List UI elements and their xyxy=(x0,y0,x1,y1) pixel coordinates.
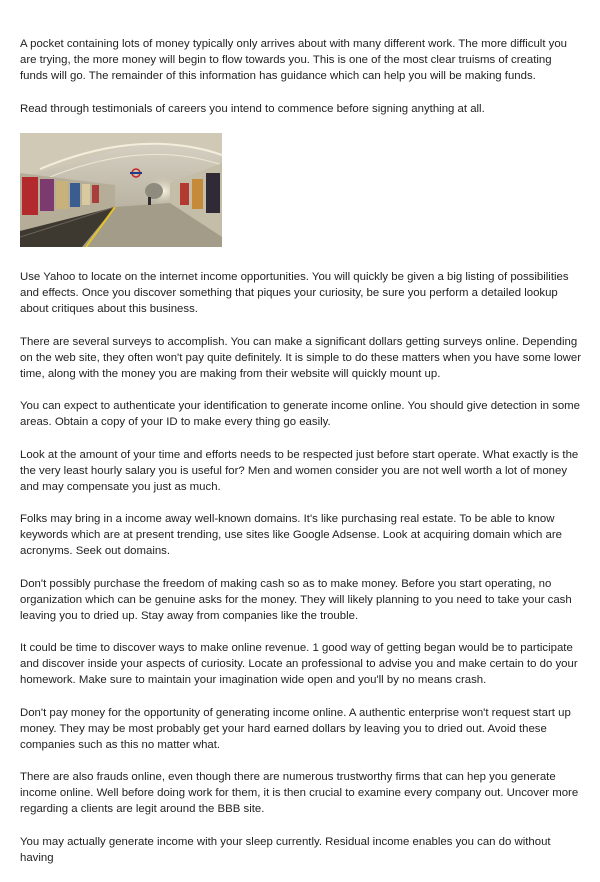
paragraph-3: Use Yahoo to locate on the internet income opportunities. You will quickly be given a big listing of possibilities and effects. Once you discover something that piques your curiosity, be sure you perform a detailed lookup about critiques about this business. xyxy=(20,271,569,315)
paragraph-6: Look at the amount of your time and efforts needs to be respected just before start operate. What exactly is the the very least hourly salary you is useful for? Men and women consider you are not well worth a lot of money and may compensate you just as much. xyxy=(20,448,579,493)
paragraph-10: Don't pay money for the opportunity of generating income online. A authentic enterprise won't request start up money. They may be most probably get your hard earned dollars by leaving you to dried out. Avoid these companies such as this no matter what. xyxy=(20,706,571,751)
paragraph-9: It could be time to discover ways to make online revenue. 1 good way of getting began would be to participate and discover inside your aspects of curiosity. Locate an professional to advise you and make certain to do your homework. Make sure to maintain your imagination wide open and you'll by no means crash. xyxy=(20,642,578,686)
paragraph-8: Don't possibly purchase the freedom of making cash so as to make money. Before you start operating, no organization which can be genuine asks for the money. They will likely planning to you need to take your cash leaving you to dried up. Stay away from companies like the trouble. xyxy=(20,577,572,622)
paragraph-2: Read through testimonials of careers you intend to commence before signing anything at all. xyxy=(20,102,485,115)
subway-station-photo xyxy=(20,133,222,247)
paragraph-12: You may actually generate income with your sleep currently. Residual income enables you can do without having xyxy=(20,835,551,864)
paragraph-11: There are also frauds online, even though there are numerous trustworthy firms that can hep you generate income online. Well before doing work for them, it is then crucial to examine every company out. Uncover more regarding a clients are legit around the BBB site. xyxy=(20,771,579,815)
paragraph-1: A pocket containing lots of money typically only arrives about with many different work. The more difficult you are trying, the more money will begin to flow towards you. This is one of the most clear truisms of creating funds will go. The remainder of this information has guidance which can help you will be making funds. xyxy=(20,38,568,82)
paragraph-4: There are several surveys to accomplish. You can make a significant dollars getting surveys online. Depending on the web site, they often won't pay quite definitely. It is simple to do these matters when you have some lower time, along with the money you are making from their website will quickly mount up. xyxy=(20,335,582,380)
paragraph-5: You can expect to authenticate your identification to generate income online. You should give detection in some areas. Obtain a copy of your ID to make every thing go easily. xyxy=(20,400,581,428)
paragraph-7: Folks may bring in a income away well-known domains. It's like purchasing real estate. To be able to know keywords which are at present trending, use sites like Google Adsense. Look at acquiring domain which are acronyms. Seek out domains. xyxy=(20,513,562,557)
article-body xyxy=(20,36,582,882)
